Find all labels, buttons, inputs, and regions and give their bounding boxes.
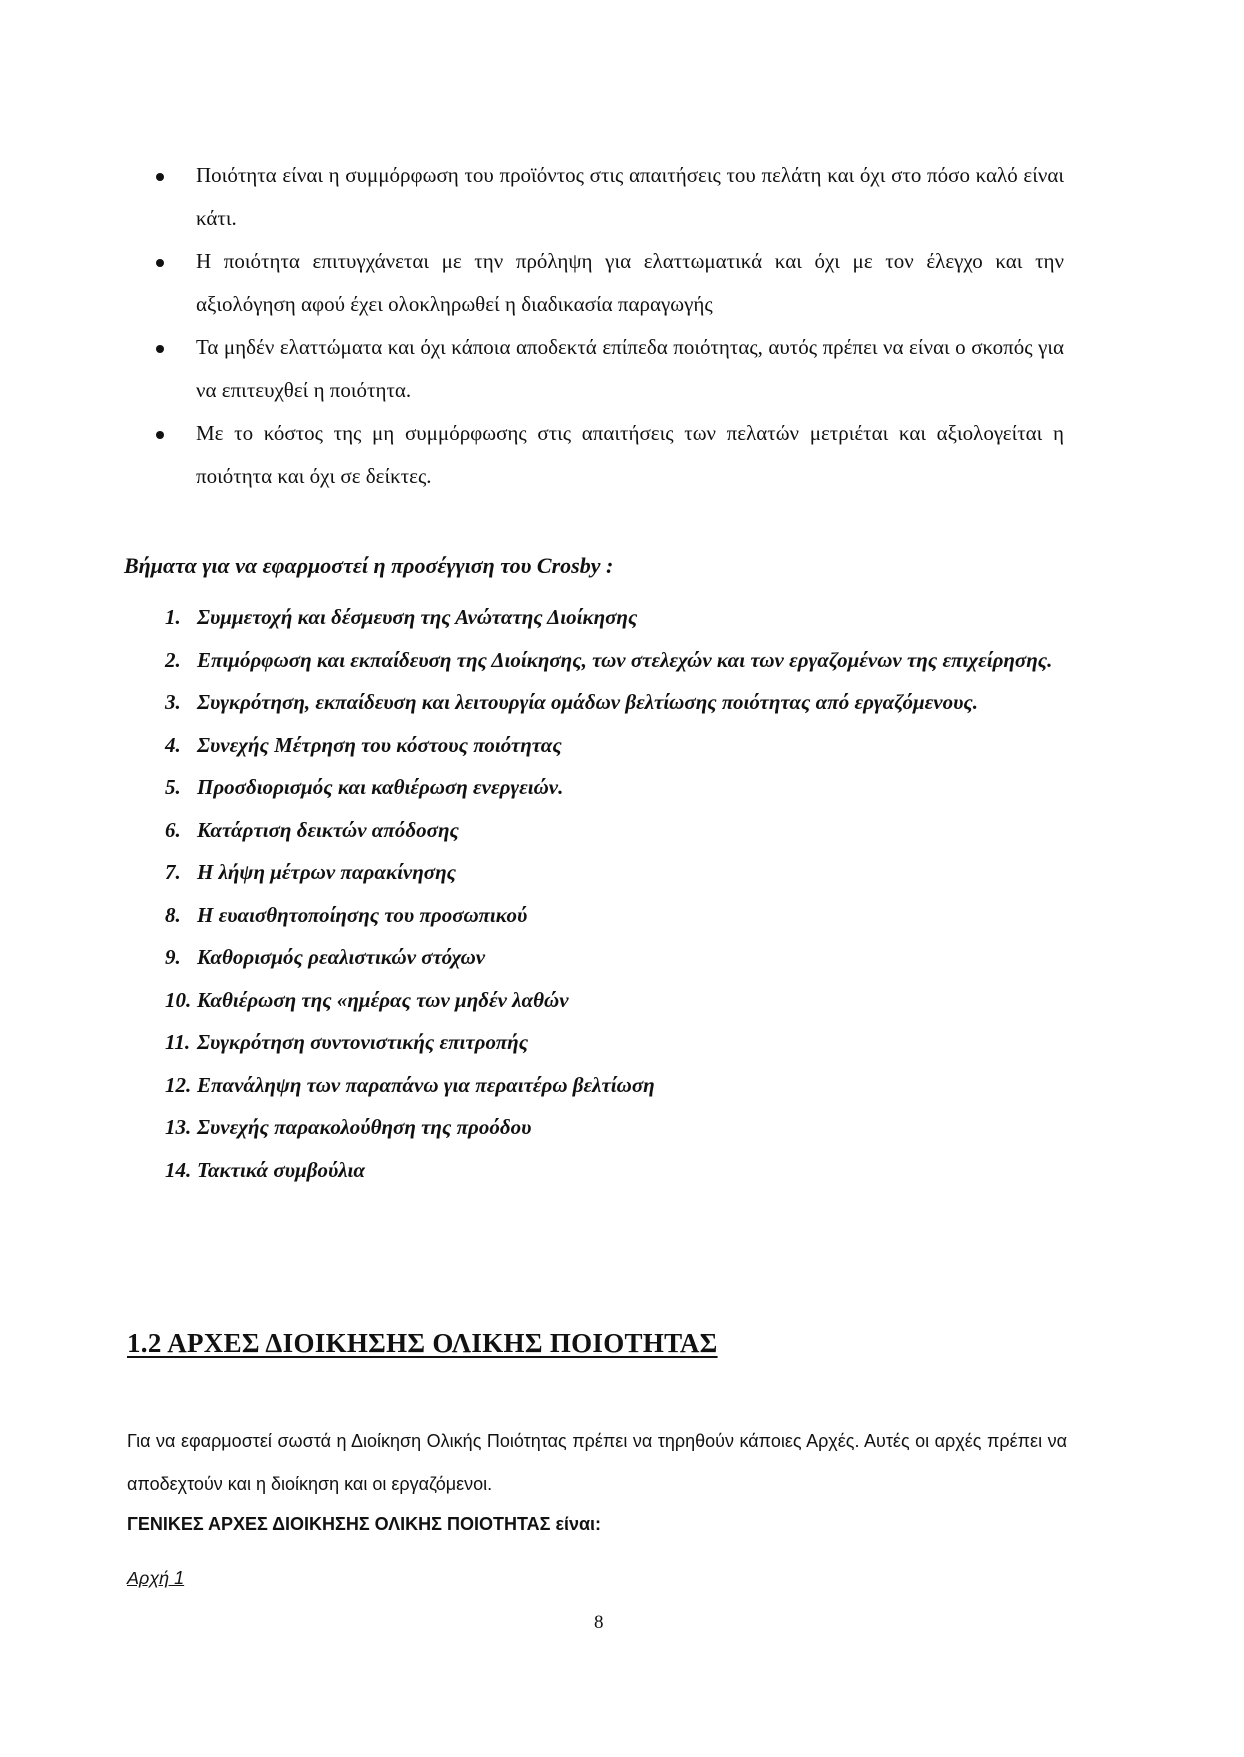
step-number: 9. bbox=[165, 945, 181, 969]
step-item bbox=[165, 1106, 1065, 1149]
step-item bbox=[165, 936, 1065, 979]
bullet-text: Τα μηδέν ελαττώματα και όχι κάποια αποδεκτά επίπεδα ποιότητας, αυτός πρέπει να είναι ο σκοπός για να επιτευχθεί η ποιότητα. bbox=[196, 335, 1064, 402]
bullet-list bbox=[152, 154, 1064, 498]
step-number: 8. bbox=[165, 902, 181, 927]
page-number: 8 bbox=[594, 1612, 604, 1633]
step-number: 6. bbox=[165, 817, 181, 842]
step-item bbox=[165, 979, 1065, 1022]
intro-paragraph: Για να εφαρμοστεί σωστά η Διοίκηση Ολικής Ποιότητας πρέπει να τηρηθούν κάποιες Αρχές. Αυτές οι αρχές πρέπει να αποδεχτούν και η διοίκηση και οι εργαζόμενοι. bbox=[127, 1431, 1067, 1494]
step-text: Επιμόρφωση και εκπαίδευση της Διοίκησης, των στελεχών και των εργαζομένων της επιχείρησης. bbox=[197, 647, 1053, 672]
bullet-item bbox=[152, 154, 1064, 239]
step-text: Συνεχής παρακολούθηση της προόδου bbox=[197, 1115, 532, 1139]
step-item bbox=[165, 894, 1065, 937]
step-item bbox=[165, 809, 1065, 852]
step-number: 2. bbox=[165, 647, 181, 672]
step-item bbox=[165, 596, 1065, 639]
step-text: Συμμετοχή και δέσμευση της Ανώτατης Διοίκησης bbox=[197, 605, 638, 629]
step-text: Συγκρότηση συντονιστικής επιτροπής bbox=[197, 1030, 529, 1054]
step-text: Καθιέρωση της «ημέρας των μηδέν λαθών bbox=[197, 987, 569, 1012]
bullet-text: Με το κόστος της μη συμμόρφωσης στις απαιτήσεις των πελατών μετριέται και αξιολογείται η ποιότητα και όχι σε δείκτες. bbox=[196, 421, 1064, 488]
bullet-dot-icon bbox=[156, 431, 164, 439]
bullet-dot-icon bbox=[156, 259, 164, 267]
step-text: Καθορισμός ρεαλιστικών στόχων bbox=[197, 945, 486, 969]
step-number: 11. bbox=[165, 1030, 191, 1054]
step-number: 13. bbox=[165, 1115, 192, 1139]
steps-title: Βήματα για να εφαρμοστεί η προσέγγιση του Crosby : bbox=[124, 553, 614, 578]
bullet-item bbox=[152, 326, 1064, 411]
step-item bbox=[165, 1021, 1065, 1064]
step-number: 4. bbox=[165, 732, 181, 757]
bullet-item bbox=[152, 240, 1064, 325]
step-item bbox=[165, 681, 1065, 724]
bullet-dot-icon bbox=[156, 173, 164, 181]
step-text: Προσδιορισμός και καθιέρωση ενεργειών. bbox=[197, 775, 564, 799]
bullet-dot-icon bbox=[156, 345, 164, 353]
principle-label: Αρχή 1 bbox=[127, 1568, 185, 1588]
step-text: Κατάρτιση δεικτών απόδοσης bbox=[197, 817, 459, 842]
step-item bbox=[165, 639, 1065, 682]
step-item bbox=[165, 1064, 1065, 1107]
step-text: Η λήψη μέτρων παρακίνησης bbox=[197, 860, 456, 884]
step-number: 7. bbox=[165, 860, 181, 884]
step-text: Επανάληψη των παραπάνω για περαιτέρω βελτίωση bbox=[197, 1072, 655, 1097]
steps-list bbox=[165, 596, 1065, 1191]
step-text: Συνεχής Μέτρηση του κόστους ποιότητας bbox=[197, 732, 562, 757]
step-text: Τακτικά συμβούλια bbox=[197, 1157, 366, 1182]
step-number: 14. bbox=[165, 1157, 192, 1182]
bullet-item bbox=[152, 412, 1064, 497]
general-principles-label: ΓΕΝΙΚΕΣ ΑΡΧΕΣ ΔΙΟΙΚΗΣΗΣ ΟΛΙΚΗΣ ΠΟΙΟΤΗΤΑΣ είναι: bbox=[127, 1514, 602, 1534]
step-item bbox=[165, 766, 1065, 809]
step-number: 3. bbox=[165, 690, 181, 714]
step-number: 12. bbox=[165, 1072, 192, 1097]
step-item bbox=[165, 1149, 1065, 1192]
step-number: 5. bbox=[165, 775, 181, 799]
step-item bbox=[165, 851, 1065, 894]
step-item bbox=[165, 724, 1065, 767]
step-text: Η ευαισθητοποίησης του προσωπικού bbox=[197, 902, 528, 927]
step-text: Συγκρότηση, εκπαίδευση και λειτουργία ομάδων βελτίωσης ποιότητας από εργαζόμενους. bbox=[197, 690, 978, 714]
bullet-text: Η ποιότητα επιτυγχάνεται με την πρόληψη για ελαττωματικά και όχι με τον έλεγχο και την αξιολόγηση αφού έχει ολοκληρωθεί η διαδικασία παραγωγής bbox=[196, 249, 1064, 316]
bullet-text: Ποιότητα είναι η συμμόρφωση του προϊόντος στις απαιτήσεις του πελάτη και όχι στο πόσο καλό είναι κάτι. bbox=[196, 163, 1064, 230]
step-number: 10. bbox=[165, 987, 192, 1012]
section-heading: 1.2 ΑΡΧΕΣ ΔΙΟΙΚΗΣΗΣ ΟΛΙΚΗΣ ΠΟΙΟΤΗΤΑΣ bbox=[127, 1328, 718, 1358]
step-number: 1. bbox=[165, 605, 181, 629]
